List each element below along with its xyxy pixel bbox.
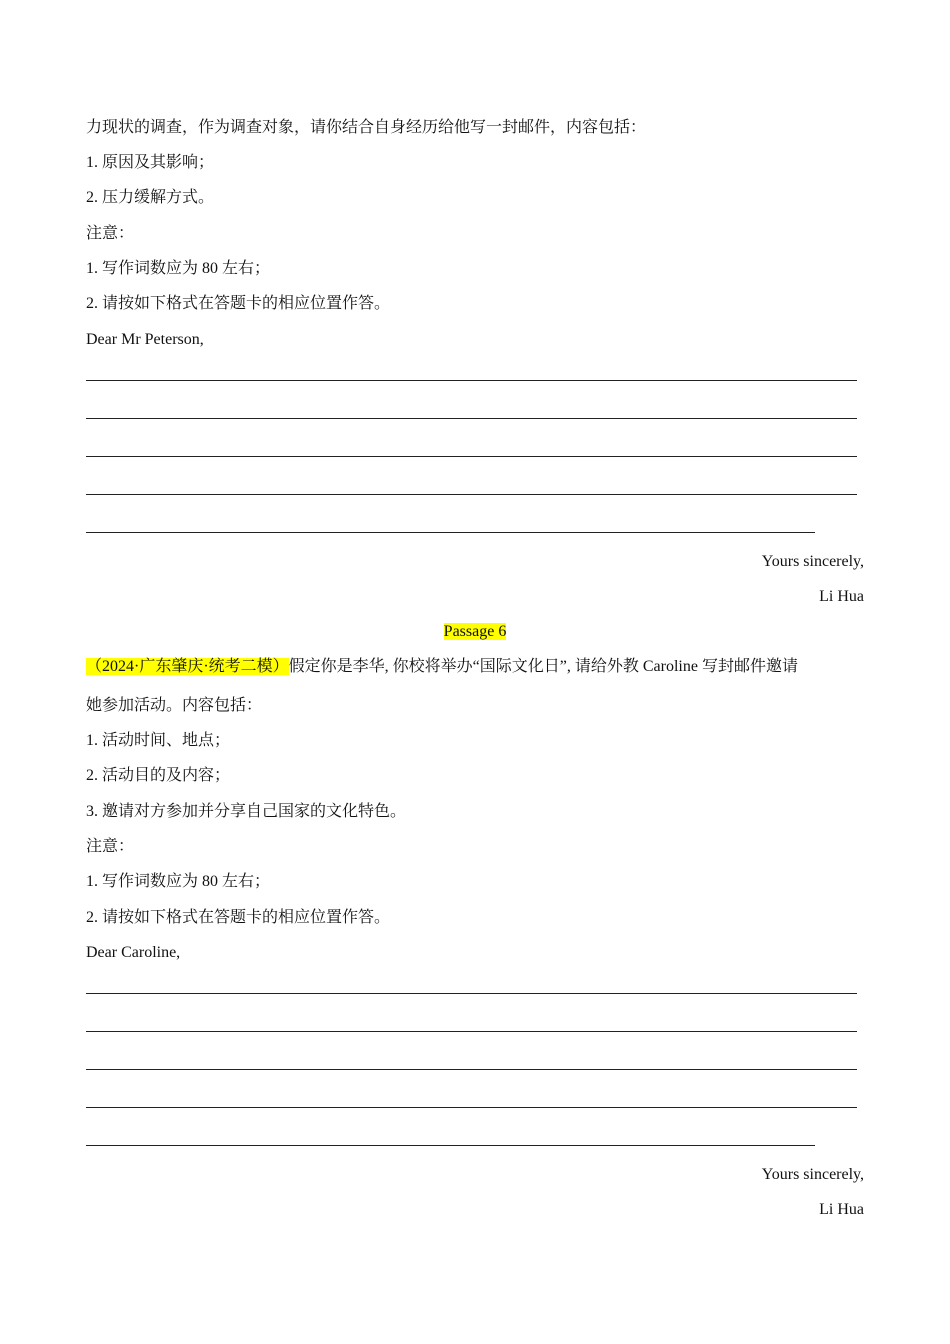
answer-line — [86, 418, 857, 419]
letter-closing: Yours sincerely, — [761, 1166, 864, 1183]
answer-line — [86, 380, 857, 381]
passage-title-text: Passage 6 — [443, 623, 507, 640]
note-label: 注意： — [86, 838, 135, 855]
letter-signature: Li Hua — [819, 1201, 864, 1218]
answer-line — [86, 1107, 857, 1108]
letter-signature: Li Hua — [819, 588, 864, 605]
content-item-1: 1. 活动时间、地点； — [86, 732, 231, 749]
task-intro-continued: 力现状的调查，作为调查对象，请你结合自身经历给他写一封邮件，内容包括： — [86, 119, 647, 136]
answer-line — [86, 1069, 857, 1070]
letter-salutation: Dear Caroline, — [86, 944, 181, 961]
note-item-2: 2. 请按如下格式在答题卡的相应位置作答。 — [86, 295, 391, 312]
content-item-1: 1. 原因及其影响； — [86, 154, 215, 171]
passage-title — [0, 622, 950, 642]
content-item-3: 3. 邀请对方参加并分享自己国家的文化特色。 — [86, 803, 407, 820]
answer-line — [86, 456, 857, 457]
note-item-1: 1. 写作词数应为 80 左右； — [86, 260, 271, 277]
note-item-2: 2. 请按如下格式在答题卡的相应位置作答。 — [86, 909, 391, 926]
answer-line — [86, 993, 857, 994]
answer-line — [86, 1031, 857, 1032]
letter-closing: Yours sincerely, — [761, 553, 864, 570]
note-label: 注意： — [86, 225, 135, 242]
content-item-2: 2. 活动目的及内容； — [86, 767, 231, 784]
prompt-line-1 — [86, 657, 864, 677]
prompt-text: 假定你是李华, 你校将举办“国际文化日”, 请给外教 Caroline 写封邮件邀请 — [288, 658, 798, 675]
answer-line — [86, 494, 857, 495]
prompt-line-2: 她参加活动。内容包括： — [86, 697, 263, 714]
answer-line — [86, 532, 815, 533]
content-item-2: 2. 压力缓解方式。 — [86, 189, 215, 206]
source-tag: （2024·广东肇庆·统考二模） — [86, 658, 289, 675]
answer-line — [86, 1145, 815, 1146]
note-item-1: 1. 写作词数应为 80 左右； — [86, 873, 271, 890]
letter-salutation: Dear Mr Peterson, — [86, 331, 204, 348]
